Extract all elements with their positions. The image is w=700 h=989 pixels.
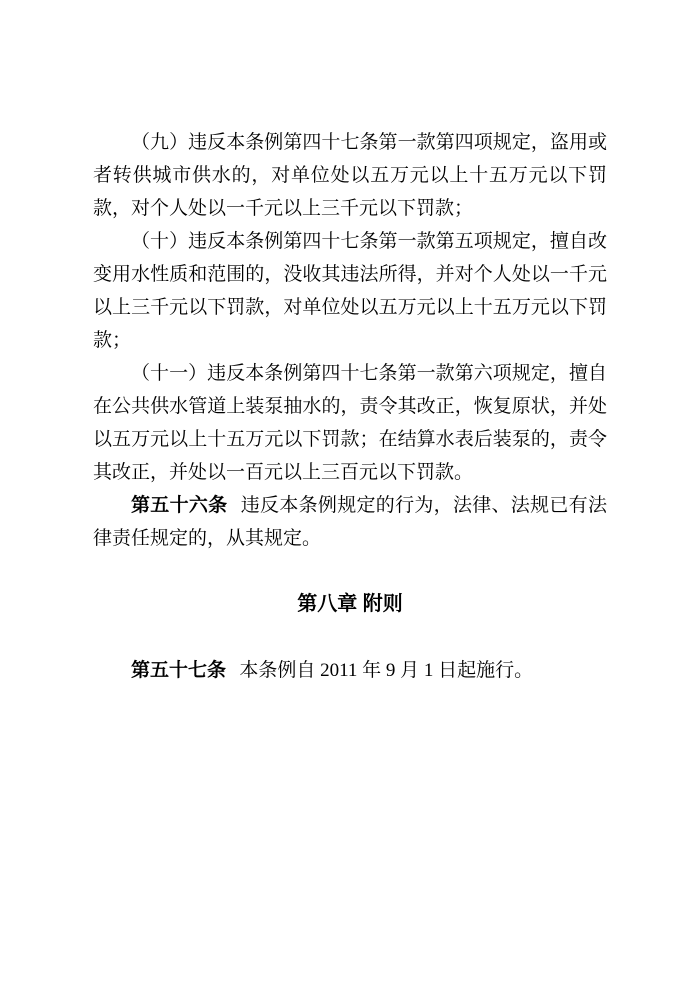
chapter-heading: 第八章 附则 (297, 593, 403, 615)
article-body-text: 违反本条例规定的行为，法律、法规已有法律责任规定的，从其规定。 (93, 495, 607, 549)
article-body-text: 本条例自 2011 年 9 月 1 日起施行。 (239, 660, 534, 681)
article-number-label: 第五十六条 (131, 495, 228, 516)
article-number-label: 第五十七条 (131, 660, 227, 681)
clause-paragraph-10: （十）违反本条例第四十七条第一款第五项规定，擅自改变用水性质和范围的，没收其违法所得，并对个人处以一千元以上三千元以下罚款，对单位处以五万元以上十五万元以下罚款； (93, 231, 607, 351)
article-paragraph-56 (93, 489, 607, 555)
clause-paragraph-11: （十一）违反本条例第四十七条第一款第六项规定，擅自在公共供水管道上装泵抽水的，责令其改正，恢复原状，并处以五万元以上十五万元以下罚款；在结算水表后装泵的，责令其改正，并处以一百元以上三百元以下罚款。 (93, 363, 607, 483)
article-paragraph-57 (93, 654, 607, 687)
clause-paragraph-9: （九）违反本条例第四十七条第一款第四项规定，盗用或者转供城市供水的，对单位处以五万元以上十五万元以下罚款，对个人处以一千元以上三千元以下罚款； (93, 132, 607, 219)
